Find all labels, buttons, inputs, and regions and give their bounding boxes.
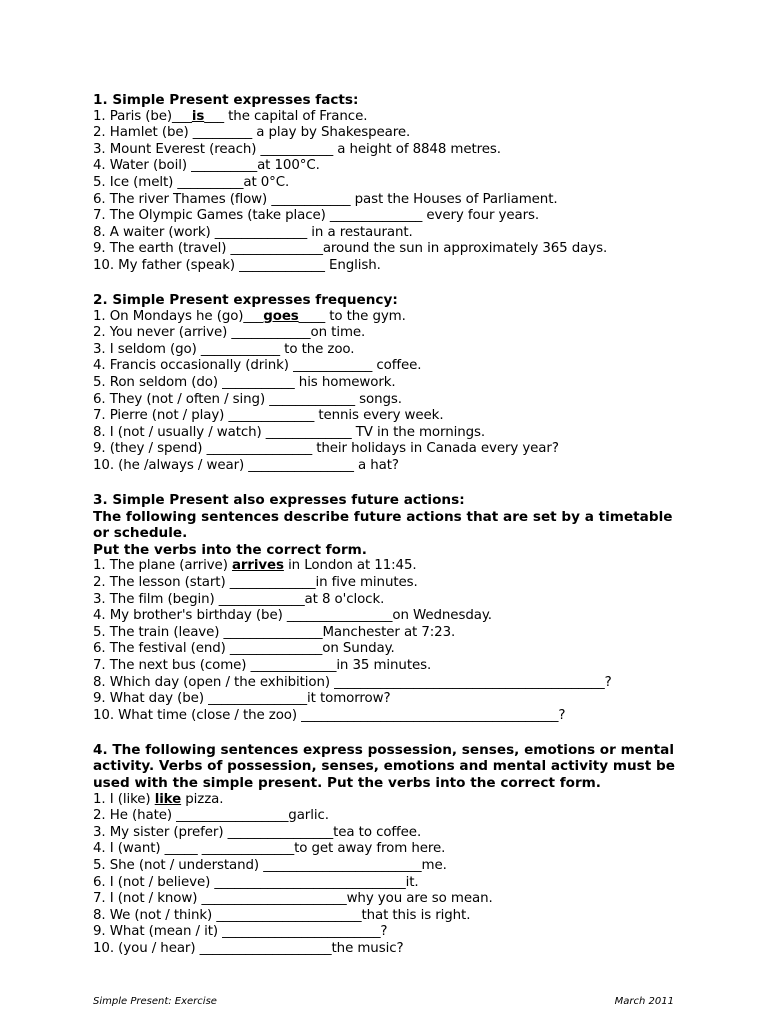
footer-title: Simple Present: Exercise	[93, 996, 217, 1007]
exercise-line: 8. Which day (open / the exhibition) _________________________________________?	[93, 674, 612, 690]
section-heading: 4. The following sentences express possession, senses, emotions or mental activity. Verbs of possession, senses, emotions and mental activity must be used with the simple present. Put the verbs into the correct form.	[93, 741, 675, 792]
exercise-line: 5. Ron seldom (do) ___________ his homework.	[93, 375, 396, 390]
exercise-line: 3. Mount Everest (reach) ___________ a height of 8848 metres.	[93, 141, 501, 157]
section-heading: 2. Simple Present expresses frequency:	[93, 292, 398, 309]
section-possession	[93, 742, 683, 958]
section-instruction: The following sentences describe future actions that are set by a timetable or schedule.	[93, 508, 673, 542]
exercise-line: 8. A waiter (work) ______________ in a restaurant.	[93, 224, 413, 240]
footer-date: March 2011	[614, 996, 674, 1007]
exercise-line: 5. Ice (melt) __________at 0°C.	[93, 174, 290, 190]
exercise-line: 1. I (like) like pizza.	[93, 791, 224, 807]
exercise-line: 10. (you / hear) ____________________the music?	[93, 941, 404, 956]
exercise-line: 9. What day (be) _______________it tomorrow?	[93, 691, 391, 707]
exercise-line: 3. I seldom (go) ____________ to the zoo.	[93, 341, 355, 357]
section-future	[93, 492, 683, 724]
exercise-line: 7. The Olympic Games (take place) ______________ every four years.	[93, 208, 540, 224]
exercise-line: 2. Hamlet (be) _________ a play by Shakespeare.	[93, 125, 411, 141]
exercise-line: 2. You never (arrive) ____________on time.	[93, 325, 366, 341]
exercise-line: 4. Francis occasionally (drink) ____________ coffee.	[93, 358, 422, 374]
section-frequency	[93, 292, 683, 475]
exercise-line: 6. I (not / believe) _____________________________it.	[93, 874, 419, 890]
exercise-line: 9. What (mean / it) ________________________?	[93, 924, 388, 940]
exercise-line: 7. Pierre (not / play) _____________ tennis every week.	[93, 408, 444, 424]
exercise-line: 4. My brother's birthday (be) ________________on Wednesday.	[93, 608, 492, 624]
exercise-line: 8. I (not / usually / watch) _____________ TV in the mornings.	[93, 424, 486, 440]
exercise-line: 6. They (not / often / sing) _____________ songs.	[93, 391, 402, 407]
example-answer: arrives	[231, 558, 284, 574]
section-heading: 1. Simple Present expresses facts:	[93, 92, 359, 108]
exercise-line: 8. We (not / think) ______________________that this is right.	[93, 907, 471, 923]
exercise-line: 1. The plane (arrive) arrives in London at 11:45.	[93, 558, 417, 574]
exercise-line: 9. The earth (travel) ______________around the sun in approximately 365 days.	[93, 241, 608, 257]
exercise-line: 9. (they / spend) ________________ their holidays in Canada every year?	[93, 441, 559, 457]
exercise-line: 7. The next bus (come) _____________in 35 minutes.	[93, 658, 432, 673]
section-facts	[93, 92, 683, 275]
exercise-line: 10. What time (close / the zoo) _______________________________________?	[93, 707, 566, 723]
exercise-line: 2. He (hate) _________________garlic.	[93, 808, 329, 824]
section-instruction: Put the verbs into the correct form.	[93, 541, 367, 558]
example-answer: like	[154, 791, 182, 807]
example-answer: goes	[263, 308, 299, 324]
exercise-line: 7. I (not / know) ______________________why you are so mean.	[93, 891, 493, 907]
exercise-line: 4. I (want) _____ ______________to get away from here.	[93, 841, 446, 857]
exercise-line: 2. The lesson (start) _____________in five minutes.	[93, 575, 418, 591]
exercise-line: 3. The film (begin) _____________at 8 o'clock.	[93, 591, 385, 607]
exercise-line: 6. The festival (end) ______________on Sunday.	[93, 641, 395, 657]
section-heading: 3. Simple Present also expresses future actions:	[93, 492, 465, 509]
exercise-line: 1. Paris (be)___is___ the capital of France.	[93, 108, 368, 124]
example-answer: is	[191, 108, 205, 124]
exercise-line: 5. The train (leave) _______________Manchester at 7:23.	[93, 624, 456, 640]
exercise-line: 1. On Mondays he (go)___goes____ to the gym.	[93, 308, 406, 324]
worksheet	[93, 92, 683, 975]
exercise-line: 10. (he /always / wear) ________________ a hat?	[93, 457, 399, 473]
exercise-line: 3. My sister (prefer) ________________tea to coffee.	[93, 824, 422, 840]
exercise-line: 6. The river Thames (flow) ____________ past the Houses of Parliament.	[93, 191, 558, 207]
page-footer	[93, 996, 674, 1007]
exercise-line: 4. Water (boil) __________at 100°C.	[93, 158, 320, 174]
exercise-line: 5. She (not / understand) ________________________me.	[93, 858, 447, 874]
exercise-line: 10. My father (speak) _____________ English.	[93, 257, 381, 273]
